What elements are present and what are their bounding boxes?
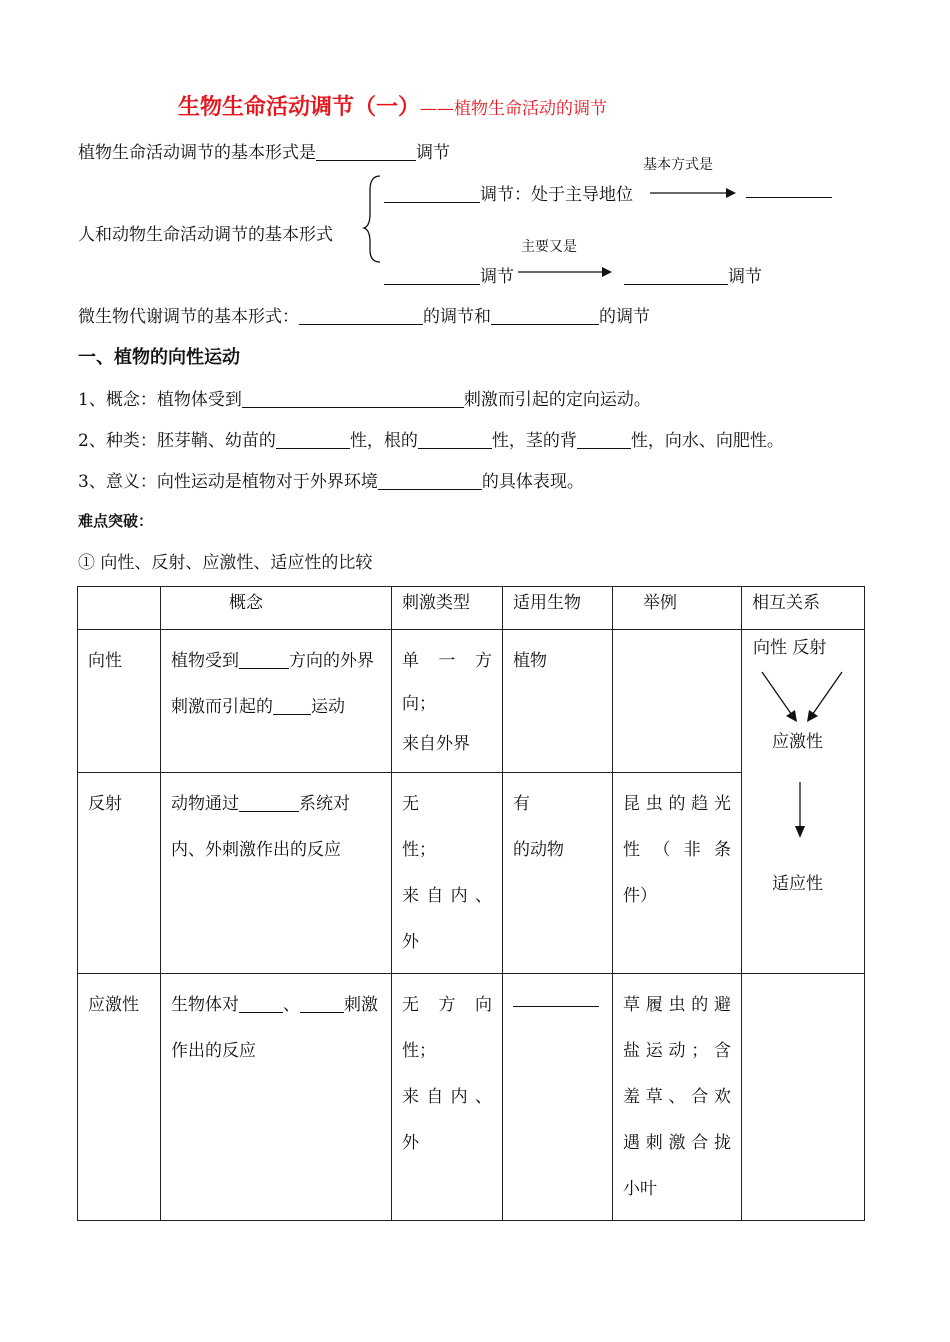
diagram-bottom-suffix: 调节	[728, 267, 762, 287]
cell-text: 方向的外界刺激而引起的	[171, 651, 374, 717]
blank-microbe-1[interactable]	[299, 307, 423, 325]
row-organism	[503, 974, 613, 1221]
table-row	[78, 630, 865, 773]
section-heading-tropism: 一、植物的向性运动	[78, 347, 240, 368]
cell-text: 外	[402, 1133, 419, 1153]
cell-text: 生物体对	[171, 995, 239, 1015]
table-row	[78, 974, 865, 1221]
cell-text: 的动物	[513, 840, 564, 860]
relation-empty	[742, 974, 865, 1221]
line1-suffix: 调节	[416, 143, 450, 163]
row-stimulus	[392, 630, 503, 773]
item-meaning	[78, 467, 584, 492]
row-concept	[161, 773, 392, 974]
row-example	[613, 974, 742, 1221]
arrow-bottom-head	[602, 267, 612, 277]
arrow-top-head	[726, 188, 736, 198]
blank-cell[interactable]	[239, 794, 299, 812]
cell-text: 无	[402, 794, 419, 814]
row-organism: 植物	[503, 630, 613, 773]
row-concept	[161, 974, 392, 1221]
blank-kind-3[interactable]	[577, 431, 631, 449]
cell-text: 草履虫的避	[623, 995, 731, 1015]
cell-text: 性（非条	[623, 840, 731, 860]
cell-text: 遇刺激合拢	[623, 1133, 731, 1153]
arrow-left-head	[786, 710, 797, 722]
cell-text: 件）	[623, 886, 657, 906]
title-subtitle: ——植物生命活动的调节	[420, 99, 608, 119]
note-mainly-also: 主要又是	[521, 239, 577, 255]
row-example	[613, 773, 742, 974]
blank-organism[interactable]	[513, 982, 599, 1007]
kinds-d: 性，向水、向肥性。	[630, 431, 784, 451]
table-subtitle: ① 向性、反射、应激性、适应性的比较	[78, 553, 373, 573]
blank-cell[interactable]	[239, 651, 289, 669]
line-microbe-regulation	[78, 302, 650, 327]
kinds-a: 2、种类：胚芽鞘、幼苗的	[78, 431, 276, 451]
cell-text: 来自内、	[402, 1087, 492, 1107]
comparison-table	[77, 586, 865, 1221]
cell-text: 外	[402, 932, 419, 952]
diagram-top-text: 调节：处于主导地位	[480, 185, 633, 205]
cell-text: 植物受到	[171, 651, 239, 671]
header-example: 举例	[613, 587, 742, 630]
cell-text: 昆虫的趋光	[623, 794, 731, 814]
row-example	[613, 630, 742, 773]
kinds-c: 性，茎的背	[491, 431, 577, 451]
row-name: 向性	[78, 630, 161, 773]
arrow-right-diag	[810, 672, 842, 718]
header-empty	[78, 587, 161, 630]
cell-text: 动物通过	[171, 794, 239, 814]
line3-mid: 的调节和	[423, 307, 491, 327]
cell-text: 来自内、	[402, 886, 492, 906]
blank-kind-2[interactable]	[418, 431, 492, 449]
cell-text: 来自外界	[402, 734, 470, 754]
row-name: 反射	[78, 773, 161, 974]
arrow-down-head	[795, 826, 805, 838]
concept-prefix: 1、概念：植物体受到	[78, 390, 242, 410]
relation-irritability: 应激性	[772, 732, 823, 752]
header-concept: 概念	[161, 587, 392, 630]
row-stimulus	[392, 974, 503, 1221]
diagram-bottom-text: 调节	[480, 267, 514, 287]
blank-cell[interactable]	[273, 697, 311, 715]
meaning-suffix: 的具体表现。	[481, 472, 584, 492]
blank-cell[interactable]	[239, 995, 283, 1013]
cell-text: 性；	[402, 840, 436, 860]
blank-microbe-2[interactable]	[491, 307, 599, 325]
arrow-right-head	[807, 710, 818, 722]
concept-suffix: 刺激而引起的定向运动。	[463, 390, 651, 410]
difficulty-heading: 难点突破：	[78, 512, 154, 530]
relation-adaptability: 适应性	[772, 874, 823, 894]
diagram-arrows	[0, 0, 950, 320]
kinds-b: 性，根的	[349, 431, 418, 451]
row-name: 应激性	[78, 974, 161, 1221]
header-stimulus: 刺激类型	[392, 587, 503, 630]
cell-text: 运动	[311, 697, 345, 717]
table-header-row	[78, 587, 865, 630]
cell-text: 无方向	[402, 995, 492, 1015]
arrow-left-diag	[762, 672, 794, 718]
blank-cell[interactable]	[300, 995, 344, 1013]
blank-concept[interactable]	[242, 390, 464, 408]
relation-reflex: 反射	[792, 638, 827, 658]
line3-prefix: 微生物代谢调节的基本形式：	[78, 307, 299, 327]
cell-text: 性；	[402, 1041, 436, 1061]
cell-text: 刺激作出的反应	[171, 995, 378, 1061]
blank-kind-1[interactable]	[276, 431, 350, 449]
line1-text: 植物生命活动调节的基本形式是	[78, 143, 316, 163]
relation-cell	[742, 630, 865, 974]
header-organism: 适用生物	[503, 587, 613, 630]
row-concept	[161, 630, 392, 773]
title-main: 生物生命活动调节（一）	[178, 94, 421, 120]
cell-text: 盐运动；含	[623, 1041, 731, 1061]
blank-meaning[interactable]	[378, 472, 482, 490]
cell-text: 羞草、合欢	[623, 1087, 731, 1107]
cell-text: 有	[513, 794, 530, 814]
meaning-prefix: 3、意义：向性运动是植物对于外界环境	[78, 472, 378, 492]
line3-suffix: 的调节	[599, 307, 650, 327]
row-organism	[503, 773, 613, 974]
header-relation: 相互关系	[742, 587, 865, 630]
cell-text: 小叶	[623, 1179, 657, 1199]
relation-tropism: 向性	[753, 638, 787, 658]
item-kinds	[78, 426, 784, 451]
diagram-left-label: 人和动物生命活动调节的基本形式	[78, 225, 333, 245]
brace-icon	[364, 176, 380, 262]
row-stimulus	[392, 773, 503, 974]
cell-text: 向；	[402, 694, 436, 714]
cell-text: 、	[283, 995, 300, 1015]
note-basic-method: 基本方式是	[643, 157, 713, 173]
item-concept	[78, 385, 651, 410]
cell-text: 单一方	[402, 651, 492, 671]
cell-text: 系统对内、外刺激作出的反应	[171, 794, 350, 860]
